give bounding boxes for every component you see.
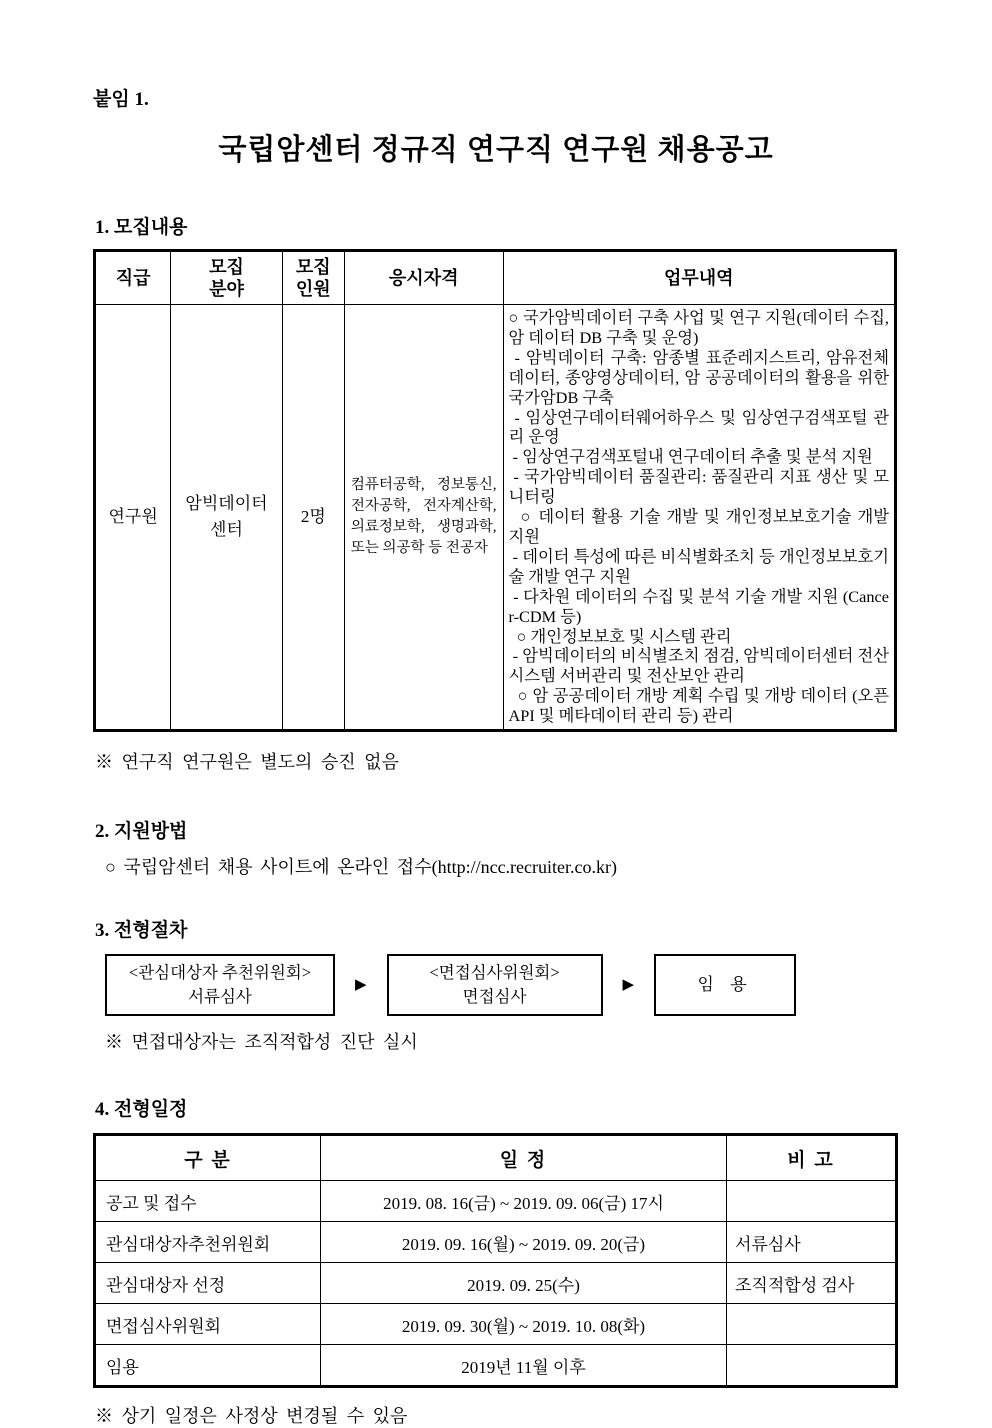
table-row — [95, 1345, 897, 1387]
schedule-column-category: 구 분 — [95, 1135, 321, 1181]
apply-method-item: ○ 국립암센터 채용 사이트에 온라인 접수(http://ncc.recruiter.co.kr) — [105, 857, 617, 878]
schedule-cell-remark — [727, 1181, 897, 1222]
process-step-interview — [387, 954, 603, 1016]
column-header-count — [282, 251, 344, 305]
duty-item: - 임상연구데이터웨어하우스 및 임상연구검색포털 관리 운영 — [508, 407, 889, 447]
table-row — [95, 305, 896, 731]
schedule-cell-category: 관심대상자 선정 — [95, 1263, 321, 1304]
column-header-position — [95, 251, 171, 305]
cell-field: 암빅데이터 센터 — [171, 305, 282, 731]
column-header-duties — [503, 251, 896, 305]
schedule-column-date: 일 정 — [321, 1135, 727, 1181]
duty-item: - 다차원 데이터의 수집 및 분석 기술 개발 지원 (Cancer-CDM 등) — [508, 586, 889, 626]
cell-duties — [503, 305, 896, 731]
schedule-cell-date: 2019년 11월 이후 — [321, 1345, 727, 1387]
document-page — [93, 84, 899, 1428]
schedule-cell-date: 2019. 09. 16(월) ~ 2019. 09. 20(금) — [321, 1222, 727, 1263]
column-header-field — [171, 251, 282, 305]
attachment-label: 붙임 1. — [93, 89, 149, 110]
process-step-label: <면접심사위원회> — [429, 963, 560, 983]
duty-item: - 데이터 특성에 따른 비식별화조치 등 개인정보보호기술 개발 연구 지원 — [508, 546, 889, 586]
page-title: 국립암센터 정규직 연구직 연구원 채용공고 — [218, 134, 774, 166]
section3 — [93, 915, 899, 1054]
process-step-label: 임 용 — [697, 975, 753, 995]
arrow-right-icon: ▶ — [622, 976, 635, 993]
schedule-cell-remark — [727, 1304, 897, 1345]
section1-note: ※ 연구직 연구원은 별도의 승진 없음 — [95, 752, 399, 773]
section1-heading: 1. 모집내용 — [95, 217, 188, 238]
schedule-cell-date: 2019. 09. 30(월) ~ 2019. 10. 08(화) — [321, 1304, 727, 1345]
column-header-label: 업무내역 — [663, 268, 734, 288]
column-header-label: 모집 — [209, 257, 244, 277]
schedule-cell-category: 면접심사위원회 — [95, 1304, 321, 1345]
recruitment-table — [93, 249, 897, 732]
column-header-label: 인원 — [295, 279, 331, 299]
process-step-label: 서류심사 — [188, 987, 252, 1007]
column-header-label: 응시자격 — [388, 268, 459, 288]
table-row — [95, 1304, 897, 1345]
section2-heading: 2. 지원방법 — [95, 821, 188, 843]
column-header-label: 분야 — [209, 279, 244, 299]
section3-heading: 3. 전형절차 — [95, 920, 188, 942]
table-row — [95, 1222, 897, 1263]
schedule-cell-remark — [727, 1345, 897, 1387]
process-step-label: <관심대상자 추천위원회> — [128, 963, 312, 983]
process-step-label: 면접심사 — [462, 987, 527, 1007]
process-step-document-screening — [105, 954, 335, 1016]
duty-item: ○ 암 공공데이터 개방 계획 수립 및 개방 데이터 (오픈 API 및 메타데이터 관리 등) 관리 — [508, 686, 894, 726]
duty-item: - 암빅데이터의 비식별조치 점검, 암빅데이터센터 전산시스템 서버관리 및 전산보안 관리 — [508, 646, 889, 686]
duty-item: - 국가암빅데이터 품질관리: 품질관리 지표 생산 및 모니터링 — [508, 467, 889, 507]
schedule-cell-remark: 서류심사 — [727, 1222, 897, 1263]
duty-item: ○ 국가암빅데이터 구축 사업 및 연구 지원(데이터 수집, 암 데이터 DB 구축 및 운영) — [508, 308, 894, 347]
arrow-right-icon: ▶ — [355, 976, 367, 993]
recruitment-table-header-row — [95, 251, 896, 305]
section2 — [93, 816, 899, 879]
column-header-label: 모집 — [295, 257, 331, 277]
schedule-column-remark: 비 고 — [727, 1135, 897, 1181]
process-step-appointment — [654, 954, 796, 1016]
schedule-cell-category: 공고 및 접수 — [95, 1181, 321, 1222]
process-flow — [105, 954, 899, 1016]
duty-item: ○ 개인정보보호 및 시스템 관리 — [508, 626, 732, 646]
schedule-cell-date: 2019. 09. 25(수) — [321, 1263, 727, 1304]
table-row — [95, 1263, 897, 1304]
duty-item: - 암빅데이터 구축: 암종별 표준레지스트리, 암유전체데이터, 종양영상데이터, 암 공공데이터의 활용을 위한 국가암DB 구축 — [508, 347, 894, 407]
cell-position: 연구원 — [95, 305, 171, 731]
schedule-header-row — [95, 1135, 897, 1181]
section4-heading: 4. 전형일정 — [95, 1099, 188, 1121]
duty-item: ○ 데이터 활용 기술 개발 및 개인정보보호기술 개발 지원 — [508, 507, 894, 546]
schedule-cell-remark: 조직적합성 검사 — [727, 1263, 897, 1304]
schedule-cell-date: 2019. 08. 16(금) ~ 2019. 09. 06(금) 17시 — [321, 1181, 727, 1222]
duty-item: - 임상연구검색포털내 연구데이터 추출 및 분석 지원 — [508, 447, 873, 467]
section3-note: ※ 면접대상자는 조직적합성 진단 실시 — [105, 1032, 418, 1053]
table-row — [95, 1181, 897, 1222]
schedule-cell-category: 임용 — [95, 1345, 321, 1387]
section4 — [93, 1094, 899, 1428]
schedule-table — [93, 1133, 898, 1388]
schedule-cell-category: 관심대상자추천위원회 — [95, 1222, 321, 1263]
section4-note: ※ 상기 일정은 사정상 변경될 수 있음 — [95, 1406, 408, 1427]
column-header-label: 직급 — [115, 268, 151, 288]
cell-count: 2명 — [282, 305, 344, 731]
cell-qualification: 컴퓨터공학, 정보통신, 전자공학, 전자계산학, 의료정보학, 생명과학, 또는 의공학 등 전공자 — [344, 305, 503, 731]
column-header-qualification — [344, 251, 503, 305]
